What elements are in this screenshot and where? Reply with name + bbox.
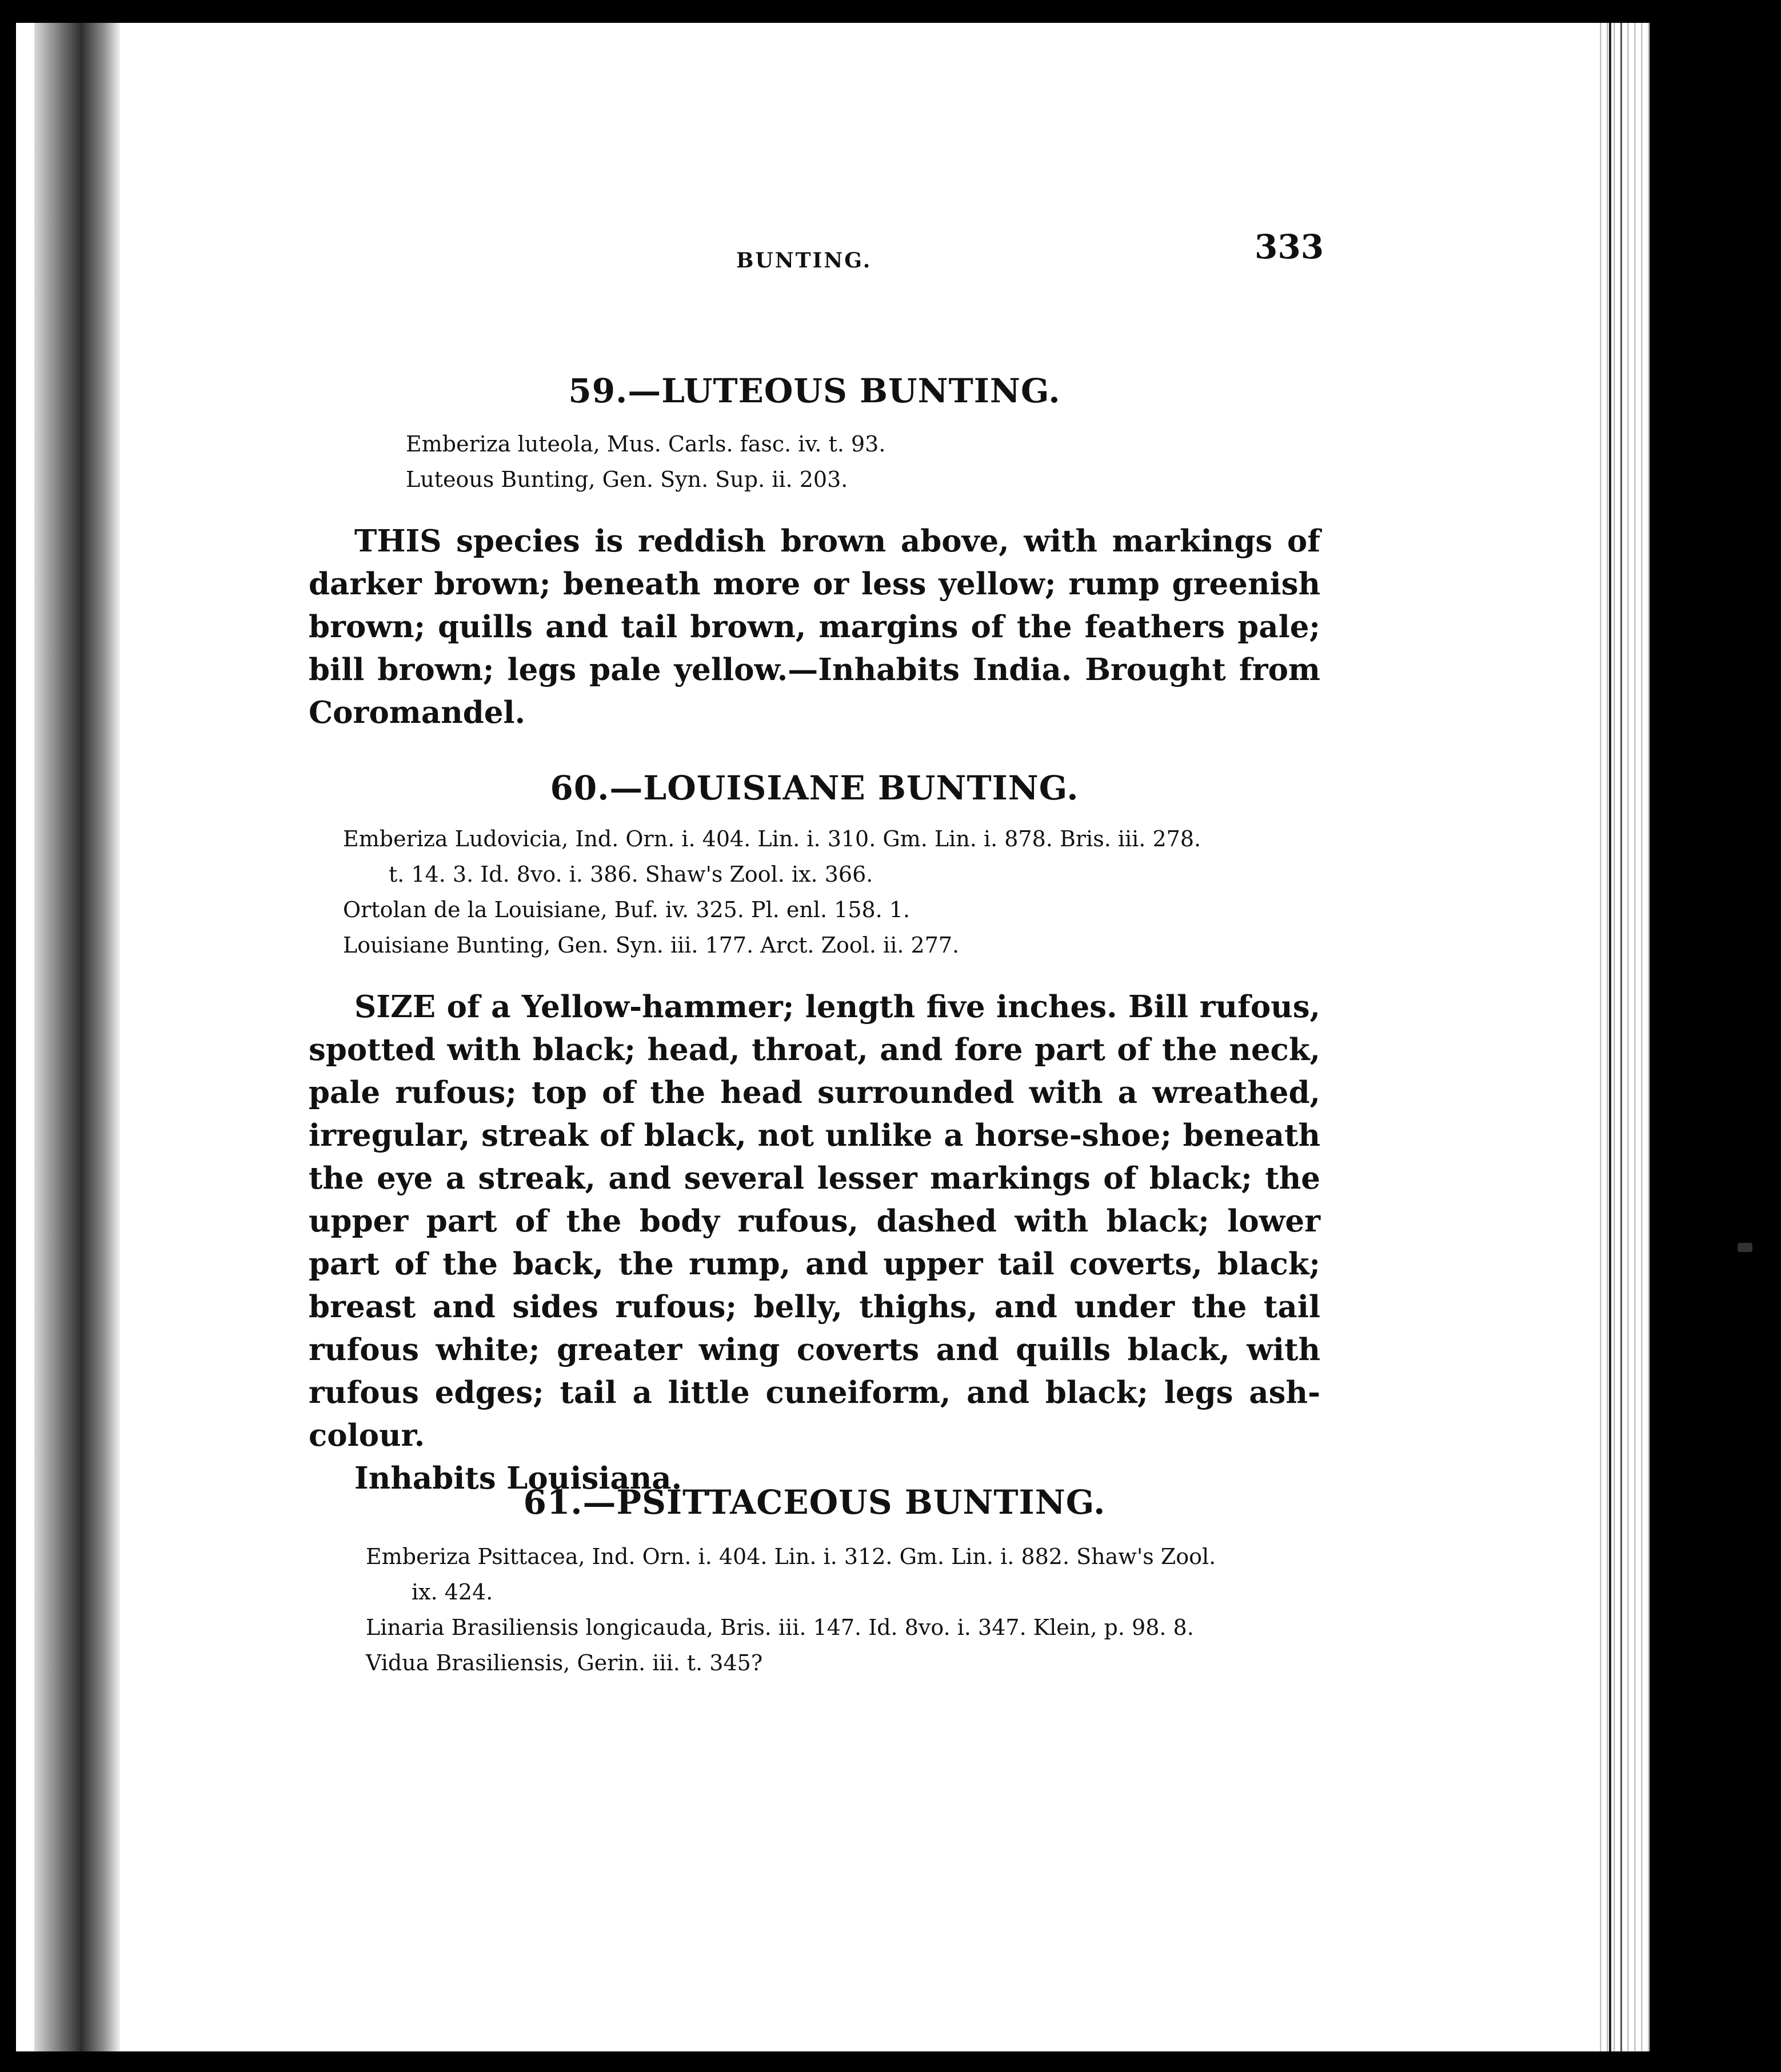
scan-border-top (0, 0, 1781, 23)
species-entry-59 (309, 371, 1320, 734)
running-head: BUNTING. (736, 249, 872, 273)
scan-border-left (0, 0, 16, 2072)
species-title: 61.—PSITTACEOUS BUNTING. (523, 1483, 1106, 1522)
page-edge-line (1609, 23, 1611, 2051)
synonym-line: t. 14. 3. Id. 8vo. i. 386. Shaw's Zool. ix. 366. (389, 862, 873, 887)
species-title: 60.—LOUISIANE BUNTING. (550, 769, 1079, 807)
page-number: 333 (1255, 227, 1324, 266)
page-edge-mark (1738, 1243, 1752, 1252)
page-stack-edge (1595, 23, 1650, 2051)
page-edge-line (1620, 23, 1622, 2051)
synonym-line: Ortolan de la Louisiane, Buf. iv. 325. Pl. enl. 158. 1. (343, 897, 911, 922)
species-habitat: Inhabits Louisiana. (354, 1461, 682, 1496)
synonym-line: Emberiza Psittacea, Ind. Orn. i. 404. Lin. i. 312. Gm. Lin. i. 882. Shaw's Zool. (366, 1544, 1216, 1569)
species-entry-61 (309, 1483, 1320, 1681)
synonym-line: Luteous Bunting, Gen. Syn. Sup. ii. 203. (406, 467, 848, 492)
synonym-line: ix. 424. (412, 1579, 493, 1605)
book-gutter (34, 23, 120, 2051)
synonym-line: Emberiza Ludovicia, Ind. Orn. i. 404. Lin. i. 310. Gm. Lin. i. 878. Bris. iii. 278. (343, 826, 1201, 851)
species-description: THIS species is reddish brown above, with markings of darker brown; beneath more or less yellow; rump greenish brown; quills and tail brown, margins of the feathers pale; bill brown; legs pale yellow.—Inhabits India. Brought from Coromandel. (309, 523, 1320, 730)
synonym-line: Louisiane Bunting, Gen. Syn. iii. 177. Arct. Zool. ii. 277. (343, 933, 960, 958)
synonym-line: Vidua Brasiliensis, Gerin. iii. t. 345? (366, 1650, 763, 1675)
species-entry-60 (309, 769, 1320, 1500)
species-description: SIZE of a Yellow-hammer; length five inches. Bill rufous, spotted with black; head, throat, and fore part of the neck, pale rufous; top of the head surrounded with a wreathed, irregular, streak of black, not unlike a horse-shoe; beneath the eye a streak, and several lesser markings of black; the upper part of the body rufous, dashed with black; lower part of the back, the rump, and upper tail coverts, black; breast and sides rufous; belly, thighs, and under the tail rufous white; greater wing coverts and quills black, with rufous edges; tail a little cuneiform, and black; legs ash-colour. (309, 989, 1320, 1453)
scan-border-right (1650, 0, 1781, 2072)
synonym-line: Linaria Brasiliensis longicauda, Bris. iii. 147. Id. 8vo. i. 347. Klein, p. 98. 8. (366, 1615, 1194, 1640)
scan-border-bottom (0, 2051, 1781, 2072)
synonym-line: Emberiza luteola, Mus. Carls. fasc. iv. t. 93. (406, 431, 886, 457)
species-title: 59.—LUTEOUS BUNTING. (568, 371, 1061, 410)
